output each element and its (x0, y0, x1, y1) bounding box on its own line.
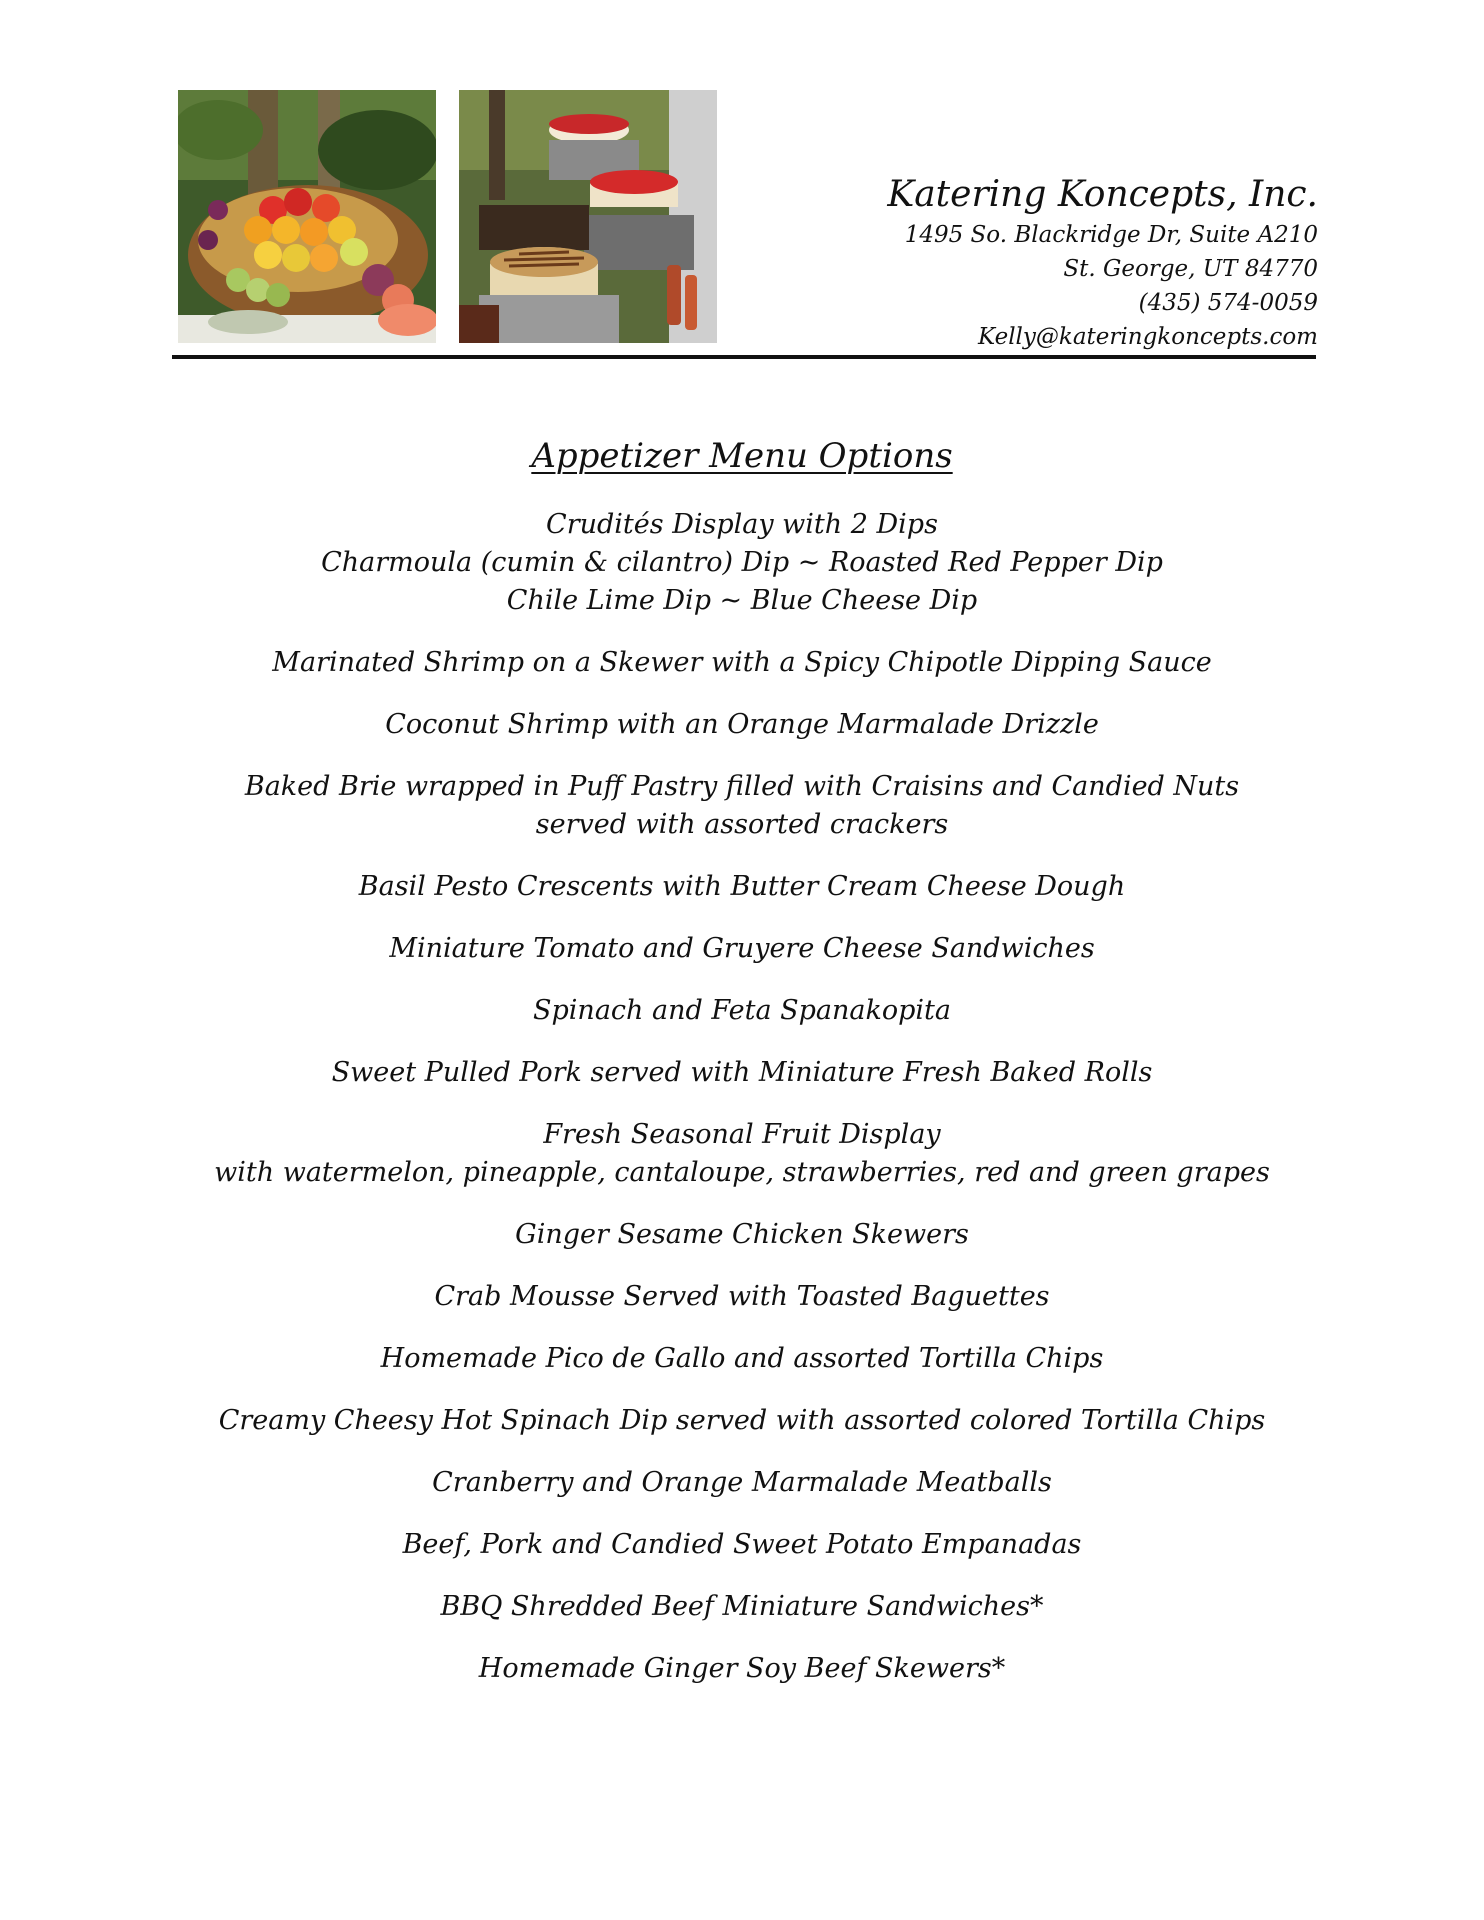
menu-item-line: Cranberry and Orange Marmalade Meatballs (432, 1467, 1052, 1498)
menu-item (0, 1116, 1484, 1192)
cheesecake-display-photo (459, 90, 717, 343)
menu-item-line: Fresh Seasonal Fruit Display (543, 1119, 941, 1150)
menu-item-line: served with assorted crackers (535, 809, 949, 840)
menu-item-line: Creamy Cheesy Hot Spinach Dip served with assorted colored Tortilla Chips (218, 1405, 1266, 1436)
menu-item-line: Crab Mousse Served with Toasted Baguettes (434, 1281, 1050, 1312)
fruit-display-photo (178, 90, 436, 343)
menu-item (0, 1216, 1484, 1254)
menu-item-line: Ginger Sesame Chicken Skewers (515, 1219, 969, 1250)
menu-item (0, 1588, 1484, 1626)
menu-item-line: Chile Lime Dip ~ Blue Cheese Dip (506, 585, 978, 616)
menu-item-line: Miniature Tomato and Gruyere Cheese Sandwiches (389, 933, 1095, 964)
menu-item-line: Charmoula (cumin & cilantro) Dip ~ Roasted Red Pepper Dip (321, 547, 1163, 578)
menu-item-line: Baked Brie wrapped in Puff Pastry filled with Craisins and Candied Nuts (244, 771, 1240, 802)
menu-item-line: with watermelon, pineapple, cantaloupe, strawberries, red and green grapes (214, 1157, 1270, 1188)
email-address: Kelly@kateringkoncepts.com (978, 324, 1318, 350)
menu-item-line: Spinach and Feta Spanakopita (533, 995, 951, 1026)
menu-item-line: Marinated Shrimp on a Skewer with a Spicy Chipotle Dipping Sauce (272, 647, 1212, 678)
address-line-1: 1495 So. Blackridge Dr, Suite A210 (904, 222, 1318, 248)
menu-item-line: Crudités Display with 2 Dips (546, 509, 938, 540)
menu-item-line: Homemade Ginger Soy Beef Skewers* (478, 1653, 1006, 1684)
menu-item-line: Basil Pesto Crescents with Butter Cream Cheese Dough (358, 871, 1126, 902)
menu-item (0, 506, 1484, 620)
menu-item (0, 1526, 1484, 1564)
menu-item-line: Coconut Shrimp with an Orange Marmalade Drizzle (385, 709, 1099, 740)
menu-item (0, 1402, 1484, 1440)
menu-item-line: BBQ Shredded Beef Miniature Sandwiches* (440, 1591, 1044, 1622)
menu-title: Appetizer Menu Options (531, 436, 953, 476)
menu-item (0, 1054, 1484, 1092)
menu-item (0, 644, 1484, 682)
company-name: Katering Koncepts, Inc. (887, 174, 1318, 215)
menu-item (0, 930, 1484, 968)
company-info (887, 172, 1318, 354)
menu-item (0, 992, 1484, 1030)
menu-item (0, 868, 1484, 906)
address-line-2: St. George, UT 84770 (1063, 256, 1318, 282)
menu-item-line: Homemade Pico de Gallo and assorted Tortilla Chips (380, 1343, 1104, 1374)
menu-item (0, 1650, 1484, 1688)
menu-item-line: Beef, Pork and Candied Sweet Potato Empanadas (402, 1529, 1082, 1560)
menu-item-line: Sweet Pulled Pork served with Miniature Fresh Baked Rolls (331, 1057, 1153, 1088)
menu-item (0, 1340, 1484, 1378)
header-divider (172, 355, 1316, 359)
menu-item (0, 768, 1484, 844)
menu-item (0, 706, 1484, 744)
menu-item (0, 1278, 1484, 1316)
menu-item (0, 1464, 1484, 1502)
phone-number: (435) 574-0059 (1138, 290, 1318, 316)
menu-list (0, 506, 1484, 1712)
